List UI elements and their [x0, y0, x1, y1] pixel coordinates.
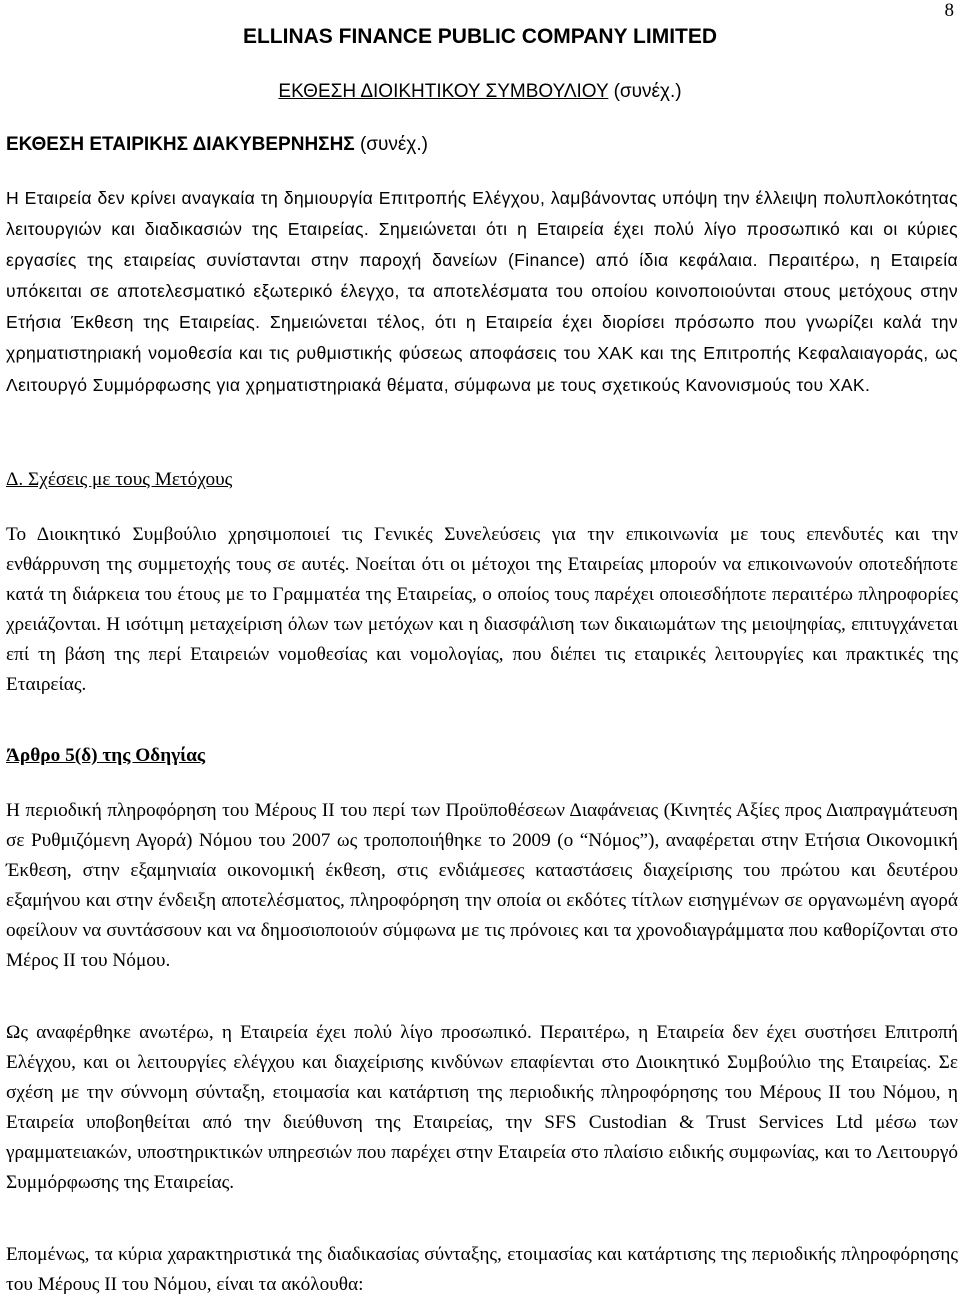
report-title-cont: (συνέχ.): [613, 81, 682, 102]
paragraph-audit-committee: Η Εταιρεία δεν κρίνει αναγκαία τη δημιουργία Επιτροπής Ελέγχου, λαμβάνοντας υπόψη την έλλειψη πολυπλοκότητας λειτουργιών και διαδικασιών της Εταιρείας. Σημειώνεται ότι η Εταιρεία έχει πολύ λίγο προσωπικό και οι κύριες εργασίες της εταιρείας συνίστανται στην παροχή δανείων (Finance) από ίδια κεφάλαια. Περαιτέρω, η Εταιρεία υπόκειται σε αποτελεσματικό εξωτερικό έλεγχο, τα αποτελέσματα του οποίου κοινοποιούνται στους μετόχους στην Ετήσια Έκθεση της Εταιρείας. Σημειώνεται τέλος, ότι η Εταιρεία έχει διορίσει πρόσωπο που γνωρίζει καλά την χρηματιστηριακή νομοθεσία και τις ρυθμιστικής φύσεως αποφάσεις του ΧΑΚ και της Επιτροπής Κεφαλαιαγοράς, ως Λειτουργό Συμμόρφωσης για χρηματιστηριακά θέματα, σύμφωνα με τους σχετικούς Κανονισμούς του ΧΑΚ.: [6, 188, 958, 395]
heading-shareholder-relations: Δ. Σχέσεις με τους Μετόχους: [6, 469, 233, 490]
paragraph-shareholder-relations: Το Διοικητικό Συμβούλιο χρησιμοποιεί τις Γενικές Συνελεύσεις για την επικοινωνία με τους επενδυτές και την ενθάρρυνση της συμμετοχής τους σε αυτές. Νοείται ότι οι μέτοχοι της Εταιρείας μπορούν να επικοινωνούν οποτεδήποτε κατά τη διάρκεια του έτους με το Γραμματέα της Εταιρείας, ο οποίος τους παρέχει οποιεσδήποτε περαιτέρω πληροφορίες χρειάζονται. Η ισότιμη μεταχείριση όλων των μετόχων και η διασφάλιση των δικαιωμάτων της μειοψηφίας, επιτυγχάνεται επί τη βάση της περί Εταιρειών νομοθεσίας και νομολογίας, που διέπει τις εταιρικές λειτουργίες και πρακτικές της Εταιρείας.: [6, 524, 958, 695]
company-name: ELLINAS FINANCE PUBLIC COMPANY LIMITED: [242, 25, 718, 48]
paragraph-staff-and-controls: Ως αναφέρθηκε ανωτέρω, η Εταιρεία έχει πολύ λίγο προσωπικό. Περαιτέρω, η Εταιρεία δεν έχει συστήσει Επιτροπή Ελέγχου, και οι λειτουργίες ελέγχου και διαχείρισης κινδύνων επαφίενται στο Διοικητικό Συμβούλιο της Εταιρείας. Σε σχέση με την σύννομη σύνταξη, ετοιμασία και κατάρτιση της περιοδικής πληροφόρησης του Μέρους ΙΙ του Νόμου, η Εταιρεία υποβοηθείται από την διεύθυνση της Εταιρείας, την SFS Custodian & Trust Services Ltd μέσω των γραμματειακών, υποστηρικτικών υπηρεσιών που παρέχει στην Εταιρεία στο πλαίσιο ειδικής συμφωνίας, και το Λειτουργό Συμμόρφωσης της Εταιρείας.: [6, 1022, 958, 1193]
report-title-text: ΕΚΘΕΣΗ ΔΙΟΙΚΗΤΙΚΟΥ ΣΥΜΒΟΥΛΙΟΥ: [278, 81, 609, 102]
page-number: 8: [944, 0, 954, 21]
section-heading-text: ΕΚΘΕΣΗ ΕΤΑΙΡΙΚΗΣ ΔΙΑΚΥΒΕΡΝΗΣΗΣ: [6, 134, 355, 155]
paragraph-periodic-information: Η περιοδική πληροφόρηση του Μέρους ΙΙ του περί των Προϋποθέσεων Διαφάνειας (Κινητές Αξίες προς Διαπραγμάτευση σε Ρυθμιζόμενη Αγορά) Νόμου του 2007 ως τροποποιήθηκε το 2009 (ο “Νόμος”), αναφέρεται στην Ετήσια Οικονομική Έκθεση, στην εξαμηνιαία οικονομική έκθεση, στις ενδιάμεσες καταστάσεις διαχείρισης του πρώτου και δευτέρου εξαμήνου και στην ένδειξη αποτελέσματος, πληροφόρηση την οποία οι εκδότες τίτλων εισηγμένων σε οργανωμένη αγορά οφείλουν να συντάσσουν και να δημοσιοποιούν σύμφωνα με τις πρόνοιες και τα χρονοδιαγράμματα που καθορίζονται στο Μέρος ΙΙ του Νόμου.: [6, 800, 958, 971]
section-heading: [6, 133, 428, 157]
report-title: [0, 80, 960, 104]
heading-article-5d: Άρθρο 5(δ) της Οδηγίας: [6, 745, 206, 766]
paragraph-main-characteristics: Επομένως, τα κύρια χαρακτηριστικά της διαδικασίας σύνταξης, ετοιμασίας και κατάρτισης της περιοδικής πληροφόρησης του Μέρους ΙΙ του Νόμου, είναι τα ακόλουθα:: [6, 1244, 958, 1295]
section-heading-cont: (συνέχ.): [359, 134, 428, 155]
